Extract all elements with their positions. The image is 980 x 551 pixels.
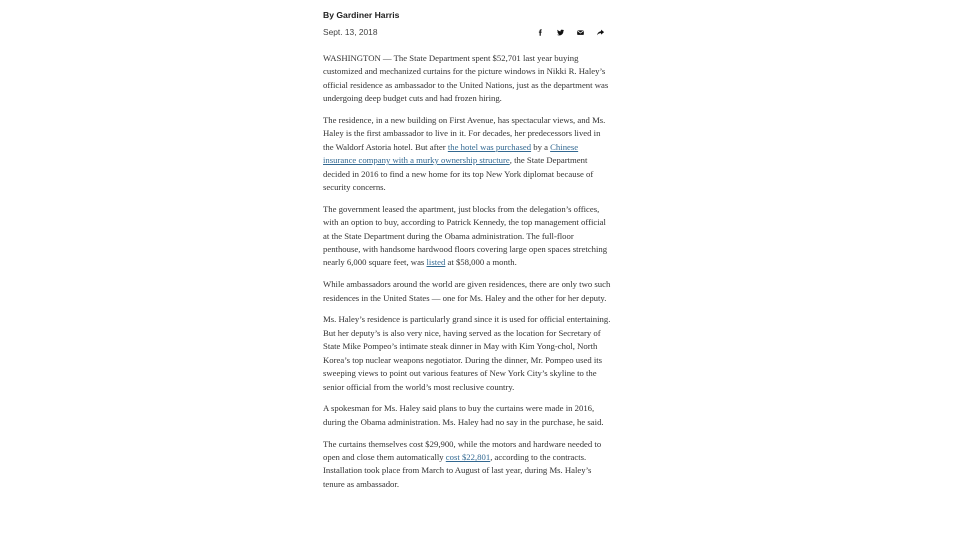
paragraph-2-text-a: The residence, in a new building on First Avenue, has spectacular views, and Ms. Haley is the first ambassador to live in it. For decades, her predecessors lived in the Waldorf Astoria hotel. But after xyxy=(323,115,606,152)
twitter-icon xyxy=(556,28,565,37)
email-icon xyxy=(576,28,585,37)
paragraph-5: Ms. Haley’s residence is particularly grand since it is used for official entertaining. But her deputy’s is also very nice, having served as the location for Secretary of State Mike Pompeo’s intimate steak dinner in May with Kim Yong-chol, North Korea’s top nuclear weapons negotiator. During the dinner, Mr. Pompeo used its sweeping views to point out various features of New York City’s skyline to the senior official from the world’s most reclusive country. xyxy=(323,314,611,392)
facebook-icon xyxy=(536,28,545,37)
share-icon xyxy=(596,28,605,37)
paragraph-3-text-a: The government leased the apartment, just blocks from the delegation’s offices, with an option to buy, according to Patrick Kennedy, the top management official at the State Department during the Obama administration. The full-floor penthouse, with handsome hardwood floors covering large open spaces stretching nearly 6,000 square feet, was xyxy=(323,203,608,268)
share-facebook-button[interactable] xyxy=(533,25,547,39)
paragraph-2 xyxy=(323,114,613,194)
paragraph-3 xyxy=(323,203,613,270)
paragraph-4: While ambassadors around the world are given residences, there are only two such residences in the United States — one for Ms. Haley and the other for her deputy. xyxy=(323,279,611,303)
share-email-button[interactable] xyxy=(573,25,587,39)
paragraph-3-text-b: at $58,000 a month. xyxy=(445,257,517,268)
chinese-insurance-link[interactable]: Chinese insurance company with a murky ownership structure xyxy=(323,141,579,166)
paragraph-7 xyxy=(323,438,613,492)
paragraph-2-text-c: , the State Department decided in 2016 to find a new home for its top New York diplomat because of security concerns. xyxy=(323,155,594,193)
paragraph-1: WASHINGTON — The State Department spent $52,701 last year buying customized and mechanized curtains for the picture windows in Nikki R. Haley’s official residence as ambassador to the United Nations, just as the department was undergoing deep budget cuts and had frozen hiring. xyxy=(323,53,609,104)
byline: By Gardiner Harris xyxy=(323,10,400,20)
listed-link[interactable]: listed xyxy=(426,257,446,268)
share-more-button[interactable] xyxy=(593,25,607,39)
hotel-purchased-link[interactable]: the hotel was purchased xyxy=(447,141,532,152)
share-twitter-button[interactable] xyxy=(553,25,567,39)
meta-row xyxy=(323,24,613,40)
paragraph-6: A spokesman for Ms. Haley said plans to buy the curtains were made in 2016, during the Obama administration. Ms. Haley had no say in the purchase, he said. xyxy=(323,403,604,427)
share-tools xyxy=(533,25,607,39)
paragraph-7-text-a: The curtains themselves cost $29,900, while the motors and hardware needed to open and close them automatically xyxy=(323,438,602,462)
paragraph-2-text-b: by a xyxy=(531,141,551,152)
publish-date: Sept. 13, 2018 xyxy=(323,27,378,37)
cost-link[interactable]: cost $22,801 xyxy=(445,451,491,462)
paragraph-7-text-b: , according to the contracts. Installation took place from March to August of last year, during Ms. Haley’s tenure as ambassador. xyxy=(323,451,592,489)
article xyxy=(323,8,613,491)
